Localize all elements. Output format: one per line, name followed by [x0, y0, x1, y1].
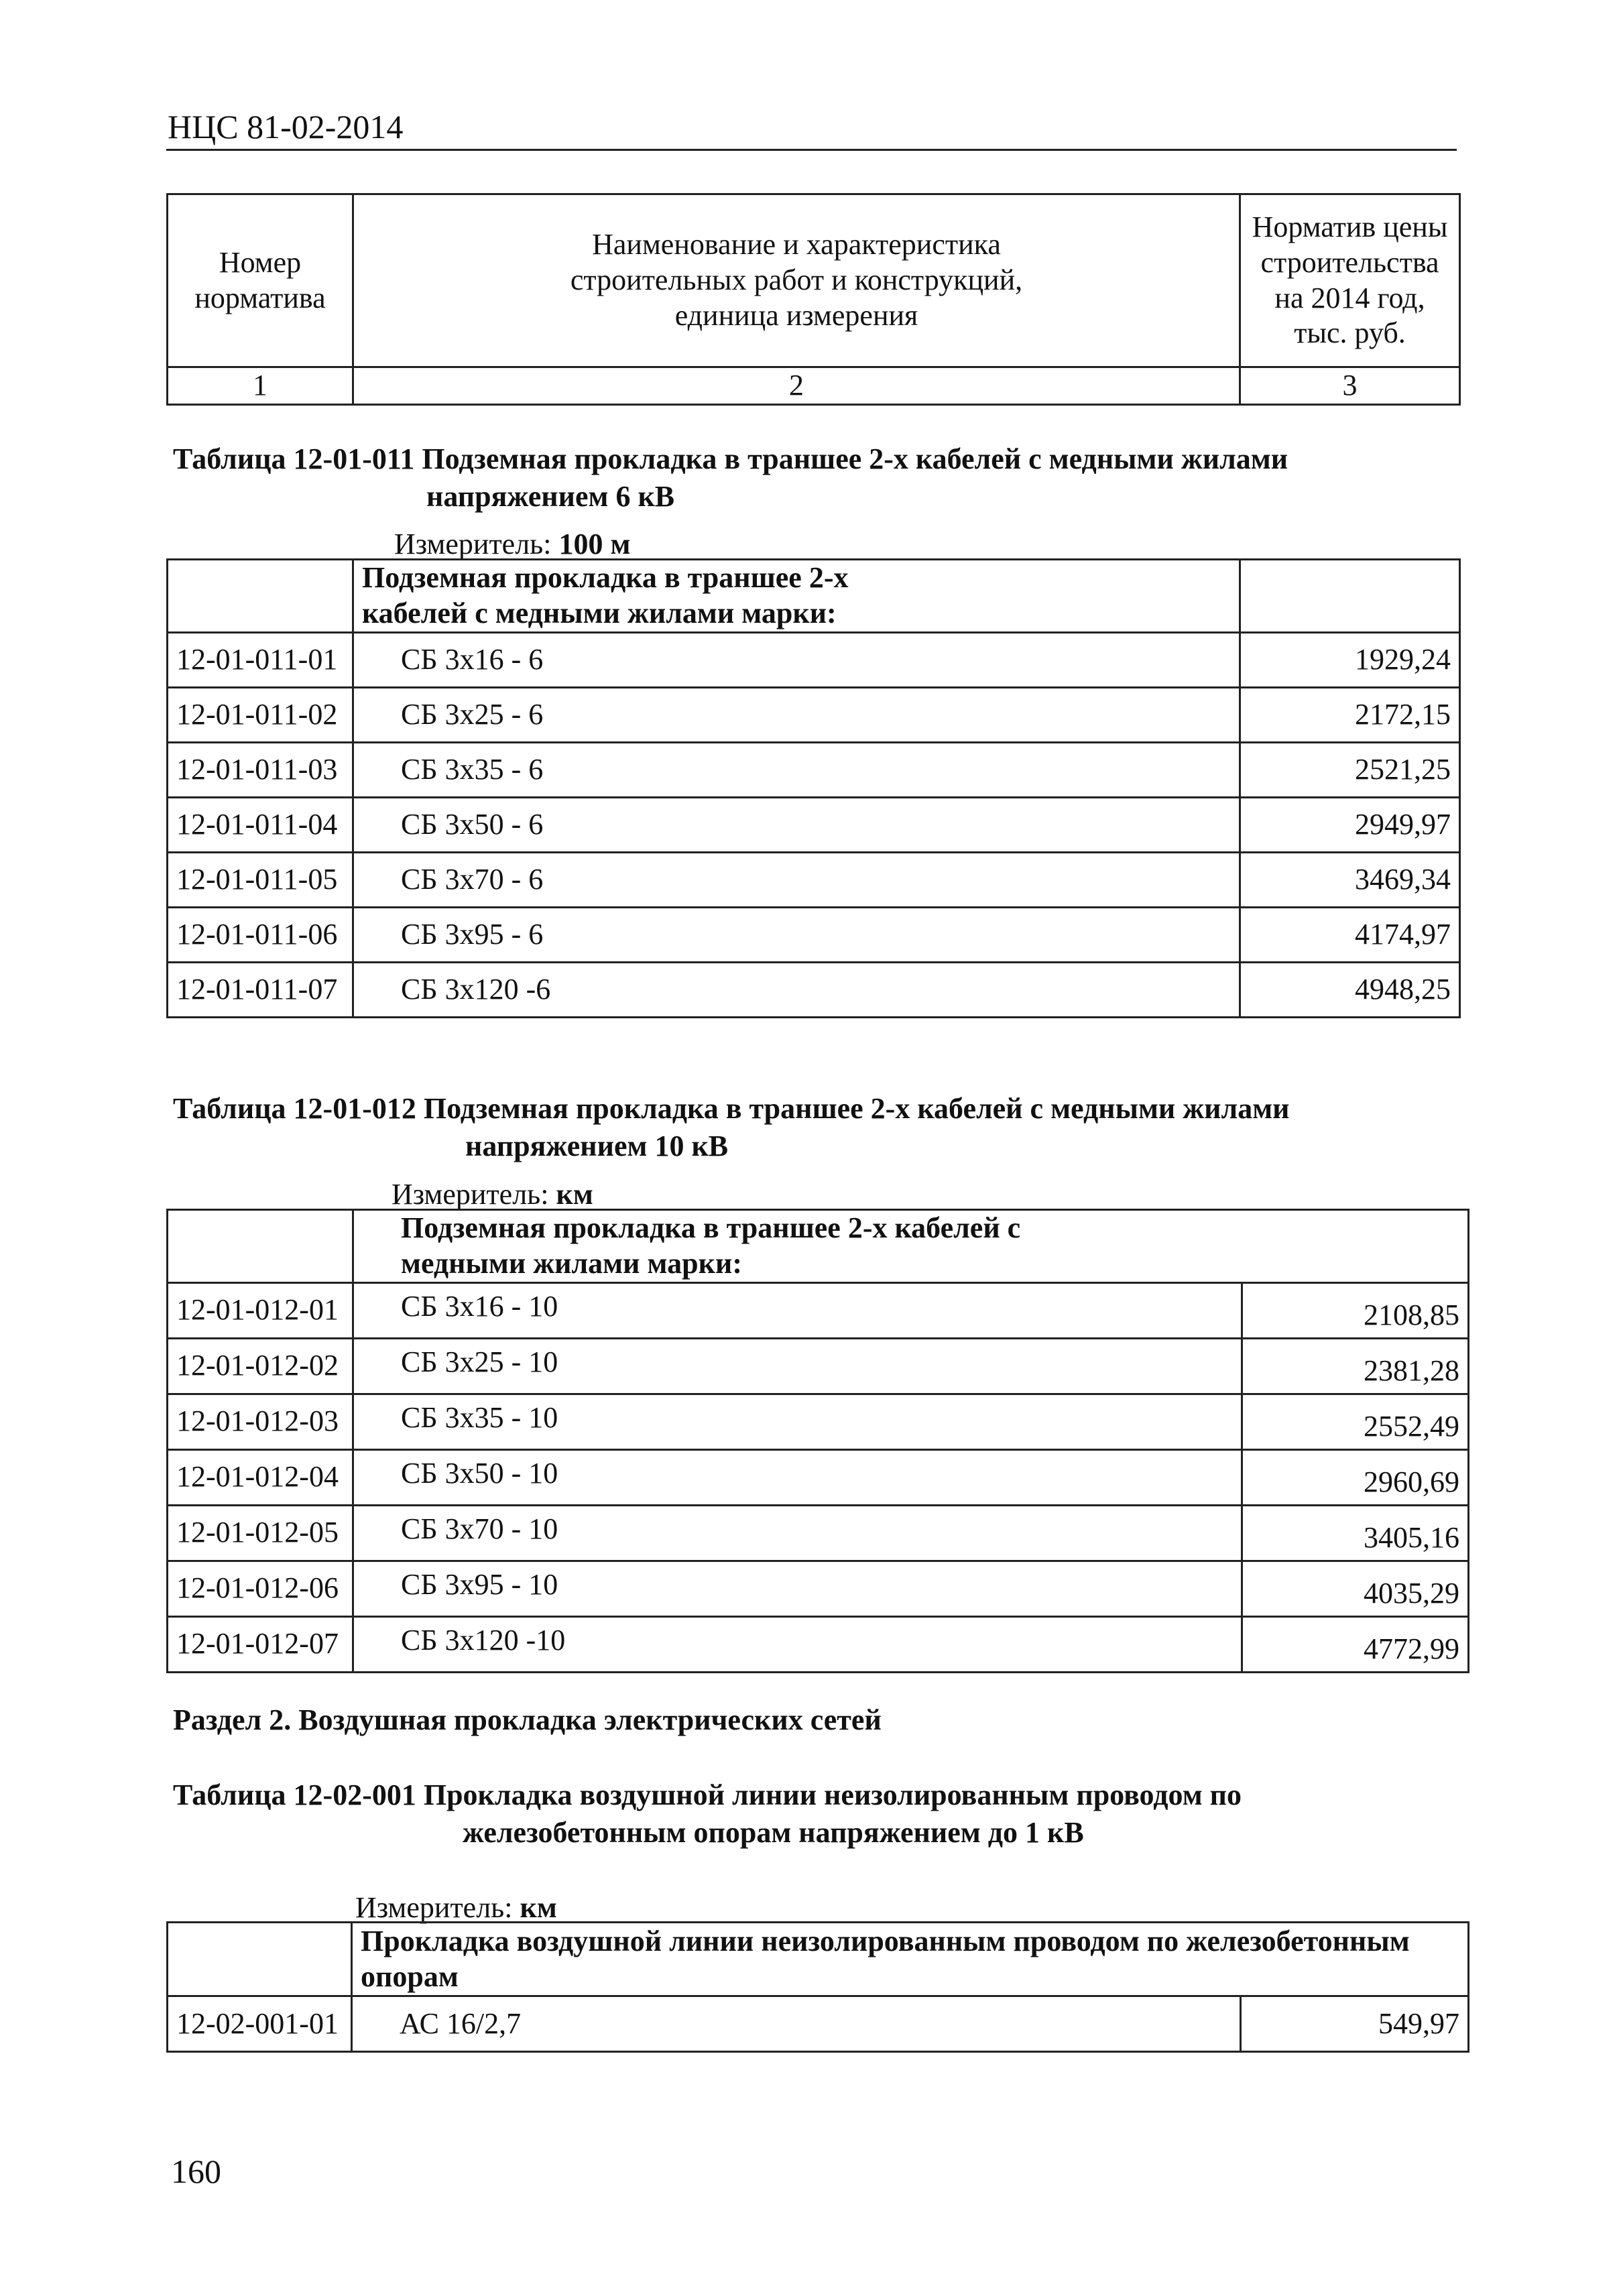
norm-code: 12-01-011-06 — [168, 907, 353, 962]
unit-value: 100 м — [558, 528, 631, 560]
norm-name: СБ 3х16 - 6 — [353, 632, 1240, 687]
norm-price: 1929,24 — [1240, 632, 1460, 687]
norm-price: 4174,97 — [1240, 907, 1460, 962]
norm-code: 12-01-011-07 — [168, 962, 353, 1017]
norm-code: 12-01-012-07 — [168, 1616, 353, 1672]
unit-line — [392, 1177, 593, 1211]
norm-code: 12-01-011-02 — [168, 687, 353, 742]
header-rule — [166, 149, 1457, 151]
norm-code: 12-01-012-06 — [168, 1561, 353, 1616]
price-table — [166, 1921, 1469, 2053]
column-number-2: 2 — [353, 367, 1240, 405]
norm-name: СБ 3х95 - 10 — [353, 1561, 1242, 1616]
norm-code: 12-01-012-05 — [168, 1505, 353, 1561]
empty-cell — [168, 1210, 353, 1283]
column-header-table — [166, 193, 1461, 406]
column-header-number: Номер норматива — [168, 194, 353, 367]
table-title-line: Таблица 12-02-001 Прокладка воздушной линии неизолированным проводом по — [173, 1778, 1242, 1811]
norm-code: 12-01-012-03 — [168, 1394, 353, 1449]
norm-name: СБ 3х120 -10 — [353, 1616, 1242, 1672]
norm-name: СБ 3х35 - 10 — [353, 1394, 1242, 1449]
table-title — [173, 1090, 1290, 1165]
norm-price: 3469,34 — [1240, 852, 1460, 907]
table-title — [173, 1776, 1242, 1852]
unit-value: км — [520, 1891, 557, 1924]
table-title-line: напряжением 10 кВ — [465, 1130, 729, 1162]
unit-value: км — [556, 1178, 593, 1211]
norm-name: СБ 3х70 - 6 — [353, 852, 1240, 907]
norm-name: СБ 3х70 - 10 — [353, 1505, 1242, 1561]
norm-code: 12-01-012-04 — [168, 1449, 353, 1505]
unit-label: Измеритель: — [392, 1178, 549, 1211]
norm-code: 12-01-011-01 — [168, 632, 353, 687]
unit-label: Измеритель: — [394, 528, 552, 560]
group-label: Прокладка воздушной линии неизолированным проводом по железобетонным опорам — [352, 1923, 1469, 1996]
column-header-name: Наименование и характеристика строительных работ и конструкций, единица измерения — [353, 194, 1240, 367]
norm-code: 12-02-001-01 — [168, 1996, 352, 2052]
norm-price: 2381,28 — [1242, 1338, 1469, 1394]
norm-code: 12-01-012-01 — [168, 1282, 353, 1338]
group-label: Подземная прокладка в траншее 2-х кабелей с медными жилами марки: — [353, 560, 1240, 633]
norm-price: 4772,99 — [1242, 1616, 1469, 1672]
norm-price: 2521,25 — [1240, 742, 1460, 797]
norm-name: СБ 3х50 - 10 — [353, 1449, 1242, 1505]
norm-name: СБ 3х25 - 6 — [353, 687, 1240, 742]
norm-price: 2108,85 — [1242, 1282, 1469, 1338]
norm-price: 2172,15 — [1240, 687, 1460, 742]
empty-cell — [168, 560, 353, 633]
table-title-line: напряжением 6 кВ — [426, 480, 675, 513]
norm-name: СБ 3х25 - 10 — [353, 1338, 1242, 1394]
norm-price: 549,97 — [1241, 1996, 1469, 2052]
table-title-line: Таблица 12-01-012 Подземная прокладка в траншее 2-х кабелей с медными жилами — [173, 1092, 1290, 1125]
norm-price: 4035,29 — [1242, 1561, 1469, 1616]
price-table — [166, 558, 1461, 1018]
norm-price: 4948,25 — [1240, 962, 1460, 1017]
column-number-1: 1 — [168, 367, 353, 405]
document-code: НЦС 81-02-2014 — [168, 108, 404, 145]
unit-line — [355, 1890, 557, 1925]
norm-name: СБ 3х120 -6 — [353, 962, 1240, 1017]
unit-label: Измеритель: — [355, 1891, 513, 1924]
norm-price: 2960,69 — [1242, 1449, 1469, 1505]
norm-price: 2552,49 — [1242, 1394, 1469, 1449]
norm-code: 12-01-011-04 — [168, 797, 353, 852]
column-number-3: 3 — [1240, 367, 1460, 405]
table-title-line: Таблица 12-01-011 Подземная прокладка в траншее 2-х кабелей с медными жилами — [173, 442, 1288, 475]
norm-name: АС 16/2,7 — [352, 1996, 1241, 2052]
norm-name: СБ 3х50 - 6 — [353, 797, 1240, 852]
price-table — [166, 1209, 1469, 1673]
norm-code: 12-01-011-03 — [168, 742, 353, 797]
norm-name: СБ 3х16 - 10 — [353, 1282, 1242, 1338]
unit-line — [394, 527, 630, 561]
norm-name: СБ 3х35 - 6 — [353, 742, 1240, 797]
table-title — [173, 440, 1288, 516]
norm-price: 3405,16 — [1242, 1505, 1469, 1561]
section-title: Раздел 2. Воздушная прокладка электрических сетей — [173, 1703, 882, 1736]
norm-code: 12-01-011-05 — [168, 852, 353, 907]
norm-code: 12-01-012-02 — [168, 1338, 353, 1394]
norm-price: 2949,97 — [1240, 797, 1460, 852]
group-label: Подземная прокладка в траншее 2-х кабелей с медными жилами марки: — [353, 1210, 1469, 1283]
norm-name: СБ 3х95 - 6 — [353, 907, 1240, 962]
empty-cell — [168, 1923, 352, 1996]
table-title-line: железобетонным опорам напряжением до 1 кВ — [463, 1816, 1084, 1849]
empty-cell — [1240, 560, 1460, 633]
column-header-price: Норматив цены строительства на 2014 год, тыс. руб. — [1240, 194, 1460, 367]
page-number: 160 — [171, 2153, 221, 2190]
